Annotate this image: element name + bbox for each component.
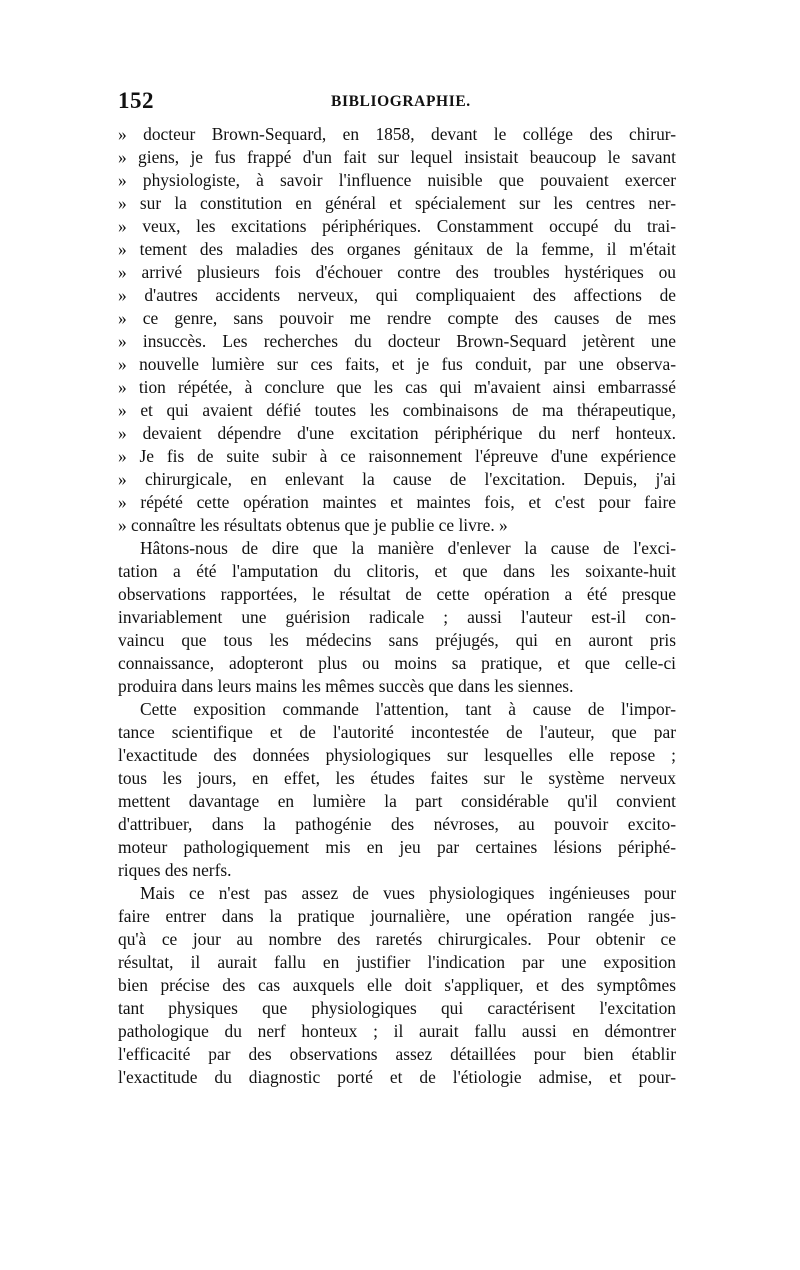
paragraph-start-line: Cette exposition commande l'attention, tant à cause de l'impor- [140,699,676,719]
text-line: tance scientifique et de l'autorité incontestée de l'auteur, que par [118,722,676,742]
text-line: observations rapportées, le résultat de cette opération a été presque [118,584,676,604]
text-line: » répété cette opération maintes et maintes fois, et c'est pour faire [118,492,676,512]
text-line: » physiologiste, à savoir l'influence nuisible que pouvaient exercer [118,170,676,190]
text-line: » devaient dépendre d'une excitation périphérique du nerf honteux. [118,423,676,443]
text-line: vaincu que tous les médecins sans préjugés, qui en auront pris [118,630,676,650]
text-line: pathologique du nerf honteux ; il aurait fallu aussi en démontrer [118,1021,676,1041]
text-line: » docteur Brown-Sequard, en 1858, devant le collége des chirur- [118,124,676,144]
running-title: BIBLIOGRAPHIE. [331,93,471,110]
text-line: connaissance, adopteront plus ou moins sa pratique, et que celle-ci [118,653,676,673]
text-line: tant physiques que physiologiques qui caractérisent l'excitation [118,998,676,1018]
text-line: » chirurgicale, en enlevant la cause de l'excitation. Depuis, j'ai [118,469,676,489]
paragraph-start-line: Hâtons-nous de dire que la manière d'enlever la cause de l'exci- [140,538,676,558]
text-line: mettent davantage en lumière la part considérable qu'il convient [118,791,676,811]
text-line: » tion répétée, à conclure que les cas qui m'avaient ainsi embarrassé [118,377,676,397]
text-line: » tement des maladies des organes génitaux de la femme, il m'était [118,239,676,259]
text-line: » et qui avaient défié toutes les combinaisons de ma thérapeutique, [118,400,676,420]
text-line: qu'à ce jour au nombre des raretés chirurgicales. Pour obtenir ce [118,929,676,949]
text-line: tous les jours, en effet, les études faites sur le système nerveux [118,768,676,788]
text-line: d'attribuer, dans la pathogénie des névroses, au pouvoir excito- [118,814,676,834]
text-line: » connaître les résultats obtenus que je publie ce livre. » [118,515,508,535]
page-header [118,88,678,118]
text-line: moteur pathologiquement mis en jeu par certaines lésions périphé- [118,837,676,857]
text-line: l'efficacité par des observations assez détaillées pour bien établir [118,1044,676,1064]
text-line: tation a été l'amputation du clitoris, et que dans les soixante-huit [118,561,676,581]
paragraph-start-line: Mais ce n'est pas assez de vues physiologiques ingénieuses pour [140,883,676,903]
text-line: résultat, il aurait fallu en justifier l'indication par une exposition [118,952,676,972]
text-line: » sur la constitution en général et spécialement sur les centres ner- [118,193,676,213]
text-line: faire entrer dans la pratique journalière, une opération rangée jus- [118,906,676,926]
text-line: bien précise des cas auxquels elle doit s'appliquer, et des symptômes [118,975,676,995]
text-line: » arrivé plusieurs fois d'échouer contre des troubles hystériques ou [118,262,676,282]
text-line: l'exactitude du diagnostic porté et de l'étiologie admise, et pour- [118,1067,676,1087]
text-line: » nouvelle lumière sur ces faits, et je fus conduit, par une observa- [118,354,676,374]
text-line: produira dans leurs mains les mêmes succès que dans les siennes. [118,676,574,696]
text-line: invariablement une guérision radicale ; aussi l'auteur est-il con- [118,607,676,627]
text-line: riques des nerfs. [118,860,232,880]
text-line: » giens, je fus frappé d'un fait sur lequel insistait beaucoup le savant [118,147,676,167]
text-line: l'exactitude des données physiologiques sur lesquelles elle repose ; [118,745,676,765]
text-line: » d'autres accidents nerveux, qui compliquaient des affections de [118,285,676,305]
text-line: » ce genre, sans pouvoir me rendre compte des causes de mes [118,308,676,328]
body-text [118,123,676,1089]
page-number: 152 [118,88,154,113]
text-line: » veux, les excitations périphériques. Constamment occupé du trai- [118,216,676,236]
text-line: » Je fis de suite subir à ce raisonnement l'épreuve d'une expérience [118,446,676,466]
text-line: » insuccès. Les recherches du docteur Brown-Sequard jetèrent une [118,331,676,351]
